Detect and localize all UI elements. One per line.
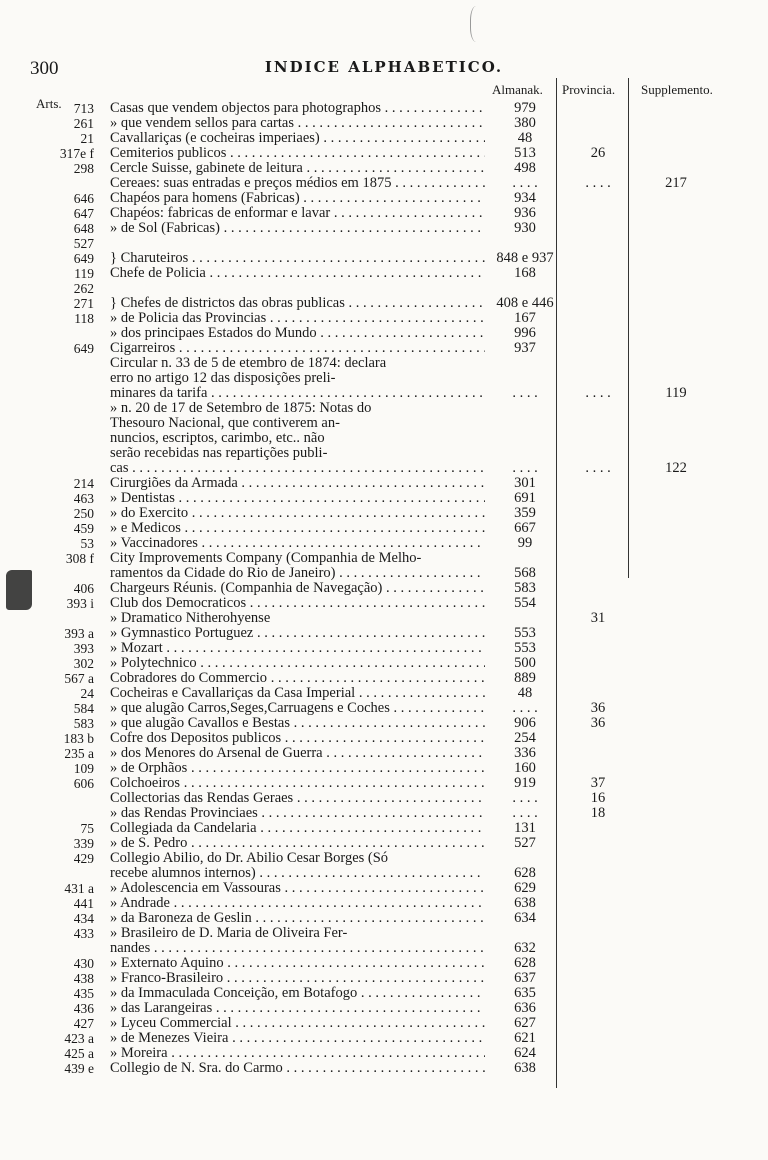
row-alm: . . . . <box>512 805 538 821</box>
row-alm: 583 <box>514 580 536 596</box>
table-row <box>0 356 768 371</box>
row-alm: 906 <box>514 715 536 731</box>
row-desc: Chapéos: fabricas de enformar e lavar . . . <box>110 206 485 221</box>
row-art: 436 <box>73 1001 94 1016</box>
table-row <box>0 641 768 656</box>
row-art: 406 <box>73 581 94 596</box>
row-alm: 48 <box>517 130 533 146</box>
table-row <box>0 431 768 446</box>
row-desc: minares da tarifa . . . <box>110 386 485 401</box>
table-row <box>0 851 768 866</box>
row-desc: serão recebidas nas repartições publi- <box>110 446 328 461</box>
row-desc: Chefe de Policia . . . <box>110 266 485 281</box>
row-sup: 217 <box>665 175 687 191</box>
table-row <box>0 251 768 266</box>
row-alm: 889 <box>514 670 536 686</box>
page-number: 300 <box>30 58 59 79</box>
table-row <box>0 296 768 311</box>
row-prov: . . . . <box>585 385 611 401</box>
row-art: 646 <box>73 191 94 206</box>
table-row <box>0 941 768 956</box>
table-row <box>0 446 768 461</box>
table-row <box>0 506 768 521</box>
row-prov: . . . . <box>585 175 611 191</box>
row-alm: 48 <box>517 685 533 701</box>
row-desc: Cavallariças (e cocheiras imperiaes) . . . <box>110 131 485 146</box>
row-art: 183 b <box>63 731 94 746</box>
table-row <box>0 731 768 746</box>
table-row <box>0 716 768 731</box>
row-alm: 554 <box>514 595 536 611</box>
row-alm: 934 <box>514 190 536 206</box>
row-alm: 553 <box>514 640 536 656</box>
row-desc: Cirurgiões da Armada . . . <box>110 476 485 491</box>
row-art: 393 i <box>66 596 94 611</box>
row-desc: » que vendem sellos para cartas . . . <box>110 116 485 131</box>
row-sup: 119 <box>665 385 687 401</box>
row-desc: erro no artigo 12 das disposições preli- <box>110 371 336 386</box>
row-desc: » Adolescencia em Vassouras . . . <box>110 881 485 896</box>
table-row <box>0 416 768 431</box>
row-art: 250 <box>73 506 94 521</box>
row-alm: 498 <box>514 160 536 176</box>
row-desc: » de Policia das Provincias . . . <box>110 311 485 326</box>
row-alm: 937 <box>514 340 536 356</box>
row-desc: Cereaes: suas entradas e preços médios em 1875 . . . <box>110 176 485 191</box>
row-prov: 16 <box>590 790 606 806</box>
table-row <box>0 686 768 701</box>
row-desc: » Dentistas . . . <box>110 491 485 506</box>
row-desc: » Andrade . . . <box>110 896 485 911</box>
row-art: 527 <box>73 236 94 251</box>
table-row <box>0 806 768 821</box>
row-desc: » Franco-Brasileiro . . . <box>110 971 485 986</box>
table-row <box>0 986 768 1001</box>
table-row <box>0 701 768 716</box>
row-desc: City Improvements Company (Companhia de Melho- <box>110 551 422 566</box>
table-row <box>0 581 768 596</box>
row-desc: Collectorias das Rendas Geraes . . . <box>110 791 485 806</box>
row-alm: 628 <box>514 955 536 971</box>
row-desc: » Lyceu Commercial . . . <box>110 1016 485 1031</box>
table-row <box>0 206 768 221</box>
row-desc: » Polytechnico . . . <box>110 656 485 671</box>
row-desc: } Charuteiros . . . <box>110 251 485 266</box>
table-row <box>0 596 768 611</box>
table-row <box>0 836 768 851</box>
table-row <box>0 971 768 986</box>
row-desc: » Brasileiro de D. Maria de Oliveira Fer- <box>110 926 348 941</box>
row-art: 606 <box>73 776 94 791</box>
row-art: 21 <box>80 131 94 146</box>
row-desc: » das Rendas Provinciaes . . . <box>110 806 485 821</box>
row-desc: » da Baroneza de Geslin . . . <box>110 911 485 926</box>
table-row <box>0 476 768 491</box>
row-desc: » Externato Aquino . . . <box>110 956 485 971</box>
row-desc: » que alugão Carros,Seges,Carruagens e Coches . . . <box>110 701 485 716</box>
table-row <box>0 161 768 176</box>
row-desc: recebe alumnos internos) . . . <box>110 866 485 881</box>
row-alm: 167 <box>514 310 536 326</box>
row-art: 713 <box>73 101 94 116</box>
row-desc: » que alugão Cavallos e Bestas . . . <box>110 716 485 731</box>
row-desc: Cigarreiros . . . <box>110 341 485 356</box>
row-alm: 513 <box>514 145 536 161</box>
page-title: INDICE ALPHABETICO. <box>264 58 504 76</box>
table-row <box>0 1046 768 1061</box>
row-art: 583 <box>73 716 94 731</box>
row-alm: 408 e 446 <box>496 295 554 311</box>
row-alm: 930 <box>514 220 536 236</box>
row-prov: 26 <box>590 145 606 161</box>
row-desc: » de S. Pedro . . . <box>110 836 485 851</box>
row-desc: » Vaccinadores . . . <box>110 536 485 551</box>
table-row <box>0 671 768 686</box>
row-art: 648 <box>73 221 94 236</box>
row-desc: Cobradores do Commercio . . . <box>110 671 485 686</box>
table-row <box>0 1016 768 1031</box>
row-desc: » dos principaes Estados do Mundo . . . <box>110 326 485 341</box>
row-desc: » Moreira . . . <box>110 1046 485 1061</box>
table-row <box>0 461 768 476</box>
row-alm: 168 <box>514 265 536 281</box>
row-desc: » de Orphãos . . . <box>110 761 485 776</box>
table-row <box>0 746 768 761</box>
row-alm: 301 <box>514 475 536 491</box>
row-art: 433 <box>73 926 94 941</box>
row-art: 317e f <box>59 146 94 161</box>
table-row <box>0 956 768 971</box>
row-alm: 359 <box>514 505 536 521</box>
row-desc: » de Sol (Fabricas) . . . <box>110 221 485 236</box>
row-desc: Chargeurs Réunis. (Companhia de Navegação) . . . <box>110 581 485 596</box>
row-prov: 18 <box>590 805 606 821</box>
row-alm: 629 <box>514 880 536 896</box>
table-row <box>0 221 768 236</box>
row-art: 119 <box>74 266 94 281</box>
row-art: 435 <box>73 986 94 1001</box>
row-art: 649 <box>73 251 94 266</box>
row-alm: 254 <box>514 730 536 746</box>
table-row <box>0 521 768 536</box>
row-alm: 500 <box>514 655 536 671</box>
row-alm: 627 <box>514 1015 536 1031</box>
table-row <box>0 791 768 806</box>
row-sup: 122 <box>665 460 687 476</box>
row-alm: 691 <box>514 490 536 506</box>
table-row <box>0 881 768 896</box>
row-desc: » Gymnastico Portuguez . . . <box>110 626 485 641</box>
row-desc: Cofre dos Depositos publicos . . . <box>110 731 485 746</box>
table-row <box>0 536 768 551</box>
row-art: 423 a <box>64 1031 94 1046</box>
row-alm: 628 <box>514 865 536 881</box>
table-row <box>0 386 768 401</box>
table-row <box>0 191 768 206</box>
row-art: 567 a <box>64 671 94 686</box>
row-alm: 621 <box>514 1030 536 1046</box>
row-art: 261 <box>73 116 94 131</box>
row-art: 262 <box>73 281 94 296</box>
row-desc: » Mozart . . . <box>110 641 485 656</box>
row-alm: 632 <box>514 940 536 956</box>
row-desc: ramentos da Cidade do Rio de Janeiro) . . . <box>110 566 485 581</box>
table-row <box>0 101 768 116</box>
row-art: 429 <box>73 851 94 866</box>
row-alm: 638 <box>514 895 536 911</box>
table-row <box>0 821 768 836</box>
row-desc: » n. 20 de 17 de Setembro de 1875: Notas do <box>110 401 372 416</box>
row-alm: 553 <box>514 625 536 641</box>
table-row <box>0 341 768 356</box>
table-row <box>0 611 768 626</box>
column-header-almanak: Almanak. <box>492 82 543 97</box>
table-row <box>0 626 768 641</box>
table-row <box>0 146 768 161</box>
row-desc: » de Menezes Vieira . . . <box>110 1031 485 1046</box>
table-row <box>0 776 768 791</box>
row-art: 75 <box>80 821 94 836</box>
table-row <box>0 1031 768 1046</box>
row-desc: » e Medicos . . . <box>110 521 485 536</box>
table-row <box>0 131 768 146</box>
row-art: 235 a <box>64 746 94 761</box>
row-alm: 667 <box>514 520 536 536</box>
row-alm: 527 <box>514 835 536 851</box>
row-alm: 848 e 937 <box>496 250 554 266</box>
column-header-arts: Arts. <box>36 96 62 111</box>
row-desc: Collegio de N. Sra. do Carmo . . . <box>110 1061 485 1076</box>
table-row <box>0 761 768 776</box>
row-desc: cas . . . <box>110 461 485 476</box>
table-row <box>0 281 768 296</box>
row-alm: 979 <box>514 100 536 116</box>
row-prov: 31 <box>590 610 606 626</box>
row-prov: 36 <box>590 715 606 731</box>
row-desc: Circular n. 33 de 5 de etembro de 1874: declara <box>110 356 387 371</box>
row-alm: 568 <box>514 565 536 581</box>
row-art: 427 <box>73 1016 94 1031</box>
column-header-supplemento: Supplemento. <box>641 82 713 97</box>
row-alm: 638 <box>514 1060 536 1076</box>
row-art: 24 <box>80 686 94 701</box>
row-alm: 336 <box>514 745 536 761</box>
row-desc: Thesouro Nacional, que contiverem an- <box>110 416 340 431</box>
row-desc: » Dramatico Nitherohyense <box>110 611 271 626</box>
row-art: 118 <box>74 311 94 326</box>
table-row <box>0 566 768 581</box>
table-row <box>0 401 768 416</box>
row-desc: » da Immaculada Conceição, em Botafogo . . . <box>110 986 485 1001</box>
row-alm: 636 <box>514 1000 536 1016</box>
row-art: 393 a <box>64 626 94 641</box>
row-art: 302 <box>73 656 94 671</box>
table-row <box>0 371 768 386</box>
row-art: 584 <box>73 701 94 716</box>
table-row <box>0 176 768 191</box>
row-art: 441 <box>73 896 94 911</box>
row-alm: 996 <box>514 325 536 341</box>
row-alm: . . . . <box>512 460 538 476</box>
table-row <box>0 866 768 881</box>
table-row <box>0 491 768 506</box>
row-prov: . . . . <box>585 460 611 476</box>
row-art: 438 <box>73 971 94 986</box>
row-desc: Collegio Abilio, do Dr. Abilio Cesar Borges (Só <box>110 851 389 866</box>
row-desc: » das Larangeiras . . . <box>110 1001 485 1016</box>
row-alm: . . . . <box>512 700 538 716</box>
row-desc: » dos Menores do Arsenal de Guerra . . . <box>110 746 485 761</box>
row-art: 53 <box>80 536 94 551</box>
row-desc: nuncios, escriptos, carimbo, etc.. não <box>110 431 325 446</box>
row-art: 649 <box>73 341 94 356</box>
row-art: 425 a <box>64 1046 94 1061</box>
row-art: 647 <box>73 206 94 221</box>
row-alm: 624 <box>514 1045 536 1061</box>
row-art: 271 <box>73 296 94 311</box>
row-desc: Casas que vendem objectos para photographos . . . <box>110 101 485 116</box>
row-prov: 37 <box>590 775 606 791</box>
row-art: 339 <box>73 836 94 851</box>
table-row <box>0 266 768 281</box>
row-desc: Colchoeiros . . . <box>110 776 485 791</box>
row-desc: Cemiterios publicos . . . <box>110 146 485 161</box>
table-row <box>0 116 768 131</box>
table-row <box>0 311 768 326</box>
row-art: 431 a <box>64 881 94 896</box>
row-art: 393 <box>73 641 94 656</box>
row-art: 308 f <box>65 551 94 566</box>
row-alm: 99 <box>517 535 533 551</box>
row-desc: } Chefes de districtos das obras publicas . . . <box>110 296 485 311</box>
row-alm: 919 <box>514 775 536 791</box>
table-row <box>0 656 768 671</box>
row-alm: 380 <box>514 115 536 131</box>
row-alm: 160 <box>514 760 536 776</box>
row-alm: 936 <box>514 205 536 221</box>
row-art: 434 <box>73 911 94 926</box>
pen-mark <box>470 6 485 42</box>
row-desc: nandes . . . <box>110 941 485 956</box>
row-prov: 36 <box>590 700 606 716</box>
row-alm: . . . . <box>512 790 538 806</box>
table-row <box>0 236 768 251</box>
table-row <box>0 926 768 941</box>
table-row <box>0 1061 768 1076</box>
row-desc: Cercle Suisse, gabinete de leitura . . . <box>110 161 485 176</box>
row-alm: . . . . <box>512 385 538 401</box>
table-row <box>0 551 768 566</box>
row-art: 109 <box>73 761 94 776</box>
row-art: 214 <box>73 476 94 491</box>
row-art: 463 <box>73 491 94 506</box>
table-row <box>0 911 768 926</box>
row-desc: Cocheiras e Cavallariças da Casa Imperial . . . <box>110 686 485 701</box>
row-art: 439 e <box>64 1061 94 1076</box>
table-row <box>0 326 768 341</box>
row-desc: Collegiada da Candelaria . . . <box>110 821 485 836</box>
row-desc: Chapéos para homens (Fabricas) . . . <box>110 191 485 206</box>
table-row <box>0 896 768 911</box>
row-alm: 634 <box>514 910 536 926</box>
row-alm: 131 <box>514 820 536 836</box>
row-alm: 637 <box>514 970 536 986</box>
table-row <box>0 1001 768 1016</box>
row-alm: 635 <box>514 985 536 1001</box>
row-desc: » do Exercito . . . <box>110 506 485 521</box>
row-alm: . . . . <box>512 175 538 191</box>
column-header-provincia: Provincia. <box>562 82 616 97</box>
row-art: 430 <box>73 956 94 971</box>
row-art: 298 <box>73 161 94 176</box>
row-desc: Club dos Democraticos . . . <box>110 596 485 611</box>
row-art: 459 <box>73 521 94 536</box>
